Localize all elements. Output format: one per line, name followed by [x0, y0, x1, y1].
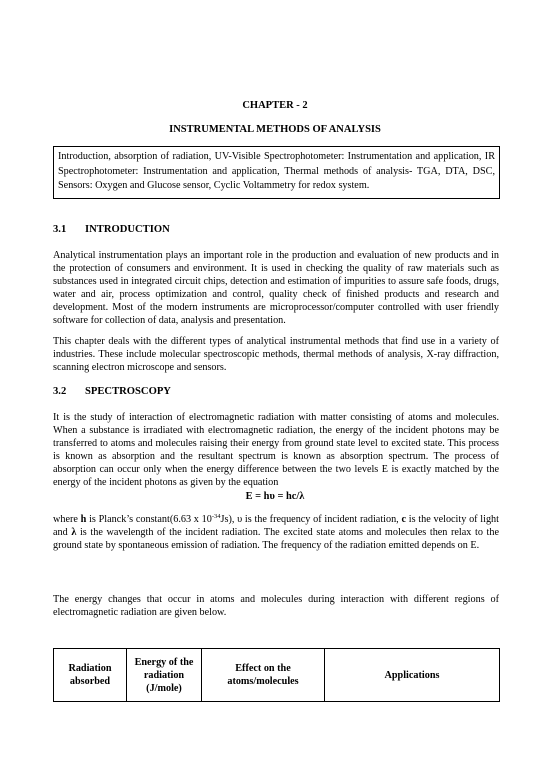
section-number: 3.2 [53, 386, 67, 397]
energy-changes-table [53, 648, 500, 702]
planck-equation: E = hυ = hc/λ [245, 491, 305, 502]
chapter-title: INSTRUMENTAL METHODS OF ANALYSIS [169, 124, 381, 135]
spectroscopy-paragraph-3: The energy changes that occur in atoms and molecules during interaction with different regions of electromagnetic radiation are given below. [53, 594, 499, 619]
spectroscopy-paragraph-1: It is the study of interaction of electromagnetic radiation with matter consisting of atoms and molecules. When a substance is irradiated with electromagnetic radiation, the energy of the incident photons may be transferred to atoms and molecules raising their energy from ground state level to excited state. This process is known as absorption and the resultant spectrum is known as absorption spectrum. The process of absorption can occur only when the energy difference between the two levels E is exactly matched by the energy of the incident photons as given by the equation [53, 412, 499, 489]
section-title: INTRODUCTION [85, 224, 170, 235]
table-header-effect: Effect on the atoms/molecules [202, 649, 325, 702]
spectroscopy-paragraph-2: where h is Planck’s constant(6.63 x $10^{-34}Js$), υ is the frequency of incident radiation, c is the velocity of light and λ is the wavelength of the incident radiation. The excited state atoms and molecules then relax to the ground state by spontaneous emission of radiation. The frequency of the radiation emitted depends on E. [53, 513, 499, 552]
syllabus-box: Introduction, absorption of radiation, UV-Visible Spectrophotometer: Instrumentation and application, IR Spectrophotometer: Instrumentation and application, Thermal methods of analysis- TGA, DTA, DSC, Sensors: Oxygen and Glucose sensor, Cyclic Voltammetry for redox system. [53, 146, 500, 199]
section-heading-introduction [53, 224, 170, 235]
section-title: SPECTROSCOPY [85, 386, 171, 397]
table-header-radiation: Radiation absorbed [54, 649, 127, 702]
table-header-applications: Applications [325, 649, 500, 702]
section-number: 3.1 [53, 224, 67, 235]
section-heading-spectroscopy [53, 386, 171, 397]
table-header-row [54, 649, 500, 702]
intro-paragraph-1: Analytical instrumentation plays an important role in the production and evaluation of new products and in the protection of consumers and environment. It is used in checking the quality of raw materials such as substances used in integrated circuit chips, detection and estimation of impurities to assure safe foods, drugs, water and air, process optimization and control, quality check of finished products and research and development. Most of the modern instruments are microprocessor/computer controlled with user friendly software for collection of data, analysis and presentation. [53, 250, 499, 327]
intro-paragraph-2: This chapter deals with the different types of analytical instrumental methods that find use in a variety of industries. These include molecular spectroscopic methods, thermal methods of analysis, X-ray diffraction, scanning electron microscope and sensors. [53, 336, 499, 374]
chapter-label: CHAPTER - 2 [242, 100, 308, 111]
table-header-energy: Energy of the radiation (J/mole) [127, 649, 202, 702]
